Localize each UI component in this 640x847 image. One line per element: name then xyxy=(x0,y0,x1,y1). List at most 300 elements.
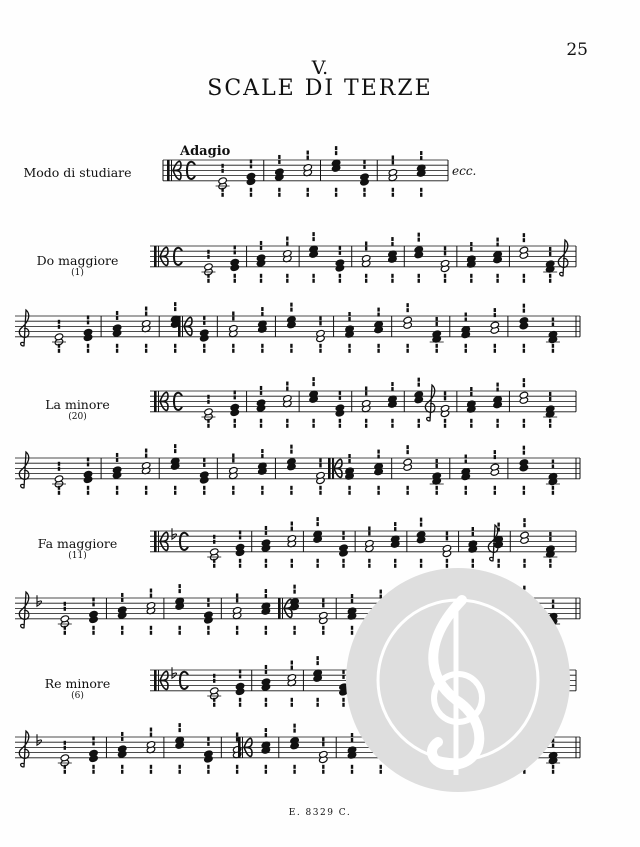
fingering-mark xyxy=(64,607,66,611)
fingering-mark xyxy=(307,151,309,155)
row-label-text: La minore xyxy=(45,397,110,412)
row-label-text: Fa maggiore xyxy=(37,536,118,551)
fingering-mark xyxy=(549,274,551,278)
fingering-mark xyxy=(207,631,209,635)
fingering-mark xyxy=(552,349,554,353)
fingering-mark xyxy=(178,626,180,630)
fingering-mark xyxy=(316,517,318,521)
fingering-mark xyxy=(174,491,176,495)
fingering-mark xyxy=(150,770,152,774)
fingering-mark xyxy=(145,486,147,490)
fingering-mark xyxy=(549,392,551,396)
fingering-mark xyxy=(87,320,89,324)
fingering-mark xyxy=(418,279,420,283)
fingering-mark xyxy=(213,564,215,568)
fingering-mark xyxy=(391,419,393,423)
fingering-mark xyxy=(391,237,393,241)
fingering-mark xyxy=(64,765,66,769)
fingering-mark xyxy=(207,395,209,399)
fingering-mark xyxy=(234,279,236,283)
page-number: 25 xyxy=(566,40,588,60)
fingering-mark xyxy=(444,419,446,423)
fingering-mark xyxy=(368,531,370,535)
fingering-mark xyxy=(87,462,89,466)
fingering-mark xyxy=(232,349,234,353)
fingering-mark xyxy=(444,391,446,395)
fingering-mark xyxy=(316,559,318,563)
fingering-mark xyxy=(307,156,309,160)
fingering-mark xyxy=(391,279,393,283)
fingering-mark xyxy=(418,238,420,242)
fingering-mark xyxy=(290,303,292,307)
fingering-mark xyxy=(239,530,241,534)
fingering-mark xyxy=(207,603,209,607)
fingering-mark xyxy=(290,445,292,449)
fingering-mark xyxy=(377,313,379,317)
fingering-mark xyxy=(418,274,420,278)
alto-clef xyxy=(278,598,281,619)
row-label-text: Re minore xyxy=(44,676,111,691)
fingering-mark xyxy=(312,382,314,386)
fingering-mark xyxy=(145,344,147,348)
fingering-mark xyxy=(150,631,152,635)
fingering-mark xyxy=(523,344,525,348)
fingering-mark xyxy=(523,378,525,382)
flat-sign xyxy=(172,528,177,539)
fingering-mark xyxy=(392,193,394,197)
fingering-mark xyxy=(286,242,288,246)
fingering-mark xyxy=(377,486,379,490)
fingering-mark xyxy=(207,419,209,423)
fingering-mark xyxy=(145,449,147,453)
fingering-mark xyxy=(316,698,318,702)
fingering-mark xyxy=(250,159,252,163)
fingering-mark xyxy=(207,765,209,769)
fingering-mark xyxy=(465,318,467,322)
fingering-mark xyxy=(523,383,525,387)
fingering-mark xyxy=(207,742,209,746)
fingering-mark xyxy=(322,765,324,769)
fingering-mark xyxy=(496,279,498,283)
fingering-mark xyxy=(64,770,66,774)
fingering-mark xyxy=(470,419,472,423)
fingering-mark xyxy=(342,531,344,535)
fingering-mark xyxy=(392,188,394,192)
fingering-mark xyxy=(420,151,422,155)
fingering-mark xyxy=(312,279,314,283)
fingering-mark xyxy=(494,349,496,353)
fingering-mark xyxy=(523,451,525,455)
fingering-mark xyxy=(221,169,223,173)
fingering-mark xyxy=(335,151,337,155)
fingering-mark xyxy=(552,464,554,468)
fingering-mark xyxy=(319,316,321,320)
fingering-mark xyxy=(549,419,551,423)
fingering-mark xyxy=(265,594,267,598)
fingering-mark xyxy=(207,626,209,630)
row-label-ref: (6) xyxy=(71,691,84,701)
fingering-mark xyxy=(221,164,223,168)
fingering-mark xyxy=(207,250,209,254)
fingering-mark xyxy=(348,344,350,348)
fingering-mark xyxy=(316,661,318,665)
fingering-mark xyxy=(496,424,498,428)
fingering-mark xyxy=(494,313,496,317)
fingering-mark xyxy=(392,155,394,159)
fingering-mark xyxy=(312,232,314,236)
fingering-mark xyxy=(265,728,267,732)
fingering-mark xyxy=(322,626,324,630)
flat-sign xyxy=(37,734,42,745)
treble-clef xyxy=(558,240,568,276)
fingering-mark xyxy=(121,770,123,774)
fingering-mark xyxy=(290,308,292,312)
fingering-mark xyxy=(316,656,318,660)
fingering-mark xyxy=(92,597,94,601)
fingering-mark xyxy=(391,424,393,428)
fingering-mark xyxy=(293,765,295,769)
fingering-mark xyxy=(278,188,280,192)
fingering-mark xyxy=(260,241,262,245)
fingering-mark xyxy=(335,193,337,197)
fingering-mark xyxy=(116,311,118,315)
fingering-mark xyxy=(365,279,367,283)
fingering-mark xyxy=(496,274,498,278)
fingering-mark xyxy=(319,344,321,348)
fingering-mark xyxy=(291,703,293,707)
fingering-mark xyxy=(523,486,525,490)
fingering-mark xyxy=(363,188,365,192)
fingering-mark xyxy=(213,703,215,707)
fingering-mark xyxy=(319,463,321,467)
alto-clef xyxy=(158,246,159,267)
fingering-mark xyxy=(339,396,341,400)
fingering-mark xyxy=(250,193,252,197)
alto-clef xyxy=(154,531,157,552)
fingering-mark xyxy=(121,737,123,741)
fingering-mark xyxy=(236,732,238,736)
fingering-mark xyxy=(465,455,467,459)
fingering-mark xyxy=(92,626,94,630)
fingering-mark xyxy=(552,459,554,463)
fingering-mark xyxy=(552,317,554,321)
fingering-mark xyxy=(494,308,496,312)
fingering-mark xyxy=(552,322,554,326)
fingering-mark xyxy=(286,419,288,423)
fingering-mark xyxy=(365,419,367,423)
fingering-mark xyxy=(145,454,147,458)
fingering-mark xyxy=(207,598,209,602)
fingering-mark xyxy=(465,460,467,464)
fingering-mark xyxy=(291,559,293,563)
fingering-mark xyxy=(549,532,551,536)
fingering-mark xyxy=(293,724,295,728)
fingering-mark xyxy=(523,274,525,278)
fingering-mark xyxy=(307,193,309,197)
fingering-mark xyxy=(265,665,267,669)
alto-clef xyxy=(178,316,181,337)
fingering-mark xyxy=(377,349,379,353)
fingering-mark xyxy=(207,424,209,428)
alto-clef xyxy=(182,316,183,337)
fingering-mark xyxy=(406,308,408,312)
alto-clef xyxy=(158,670,159,691)
alto-clef xyxy=(171,160,172,181)
fingering-mark xyxy=(290,349,292,353)
fingering-mark xyxy=(174,344,176,348)
fingering-mark xyxy=(523,424,525,428)
fingering-mark xyxy=(239,564,241,568)
fingering-mark xyxy=(150,765,152,769)
fingering-mark xyxy=(265,770,267,774)
fingering-mark xyxy=(232,491,234,495)
fingering-mark xyxy=(418,424,420,428)
fingering-mark xyxy=(406,349,408,353)
fingering-mark xyxy=(472,532,474,536)
fingering-mark xyxy=(339,251,341,255)
fingering-mark xyxy=(178,728,180,732)
fingering-mark xyxy=(420,518,422,522)
fingering-mark xyxy=(494,486,496,490)
fingering-mark xyxy=(278,193,280,197)
fingering-mark xyxy=(496,388,498,392)
fingering-mark xyxy=(174,486,176,490)
fingering-mark xyxy=(174,349,176,353)
fingering-mark xyxy=(293,729,295,733)
fingering-mark xyxy=(549,279,551,283)
fingering-mark xyxy=(221,188,223,192)
fingering-mark xyxy=(406,486,408,490)
fingering-mark xyxy=(436,349,438,353)
fingering-mark xyxy=(207,737,209,741)
fingering-mark xyxy=(312,237,314,241)
fingering-mark xyxy=(265,526,267,530)
fingering-mark xyxy=(260,386,262,390)
fingering-mark xyxy=(236,765,238,769)
fingering-mark xyxy=(348,459,350,463)
fingering-mark xyxy=(494,491,496,495)
fingering-mark xyxy=(213,559,215,563)
treble-clef xyxy=(425,385,435,421)
row-label-text: Do maggiore xyxy=(36,253,119,268)
fingering-mark xyxy=(444,279,446,283)
fingering-mark xyxy=(322,737,324,741)
fingering-mark xyxy=(365,424,367,428)
fingering-mark xyxy=(377,308,379,312)
fingering-mark xyxy=(239,674,241,678)
fingering-mark xyxy=(213,674,215,678)
fingering-mark xyxy=(470,242,472,246)
fingering-mark xyxy=(406,303,408,307)
fingering-mark xyxy=(64,626,66,630)
fingering-mark xyxy=(293,585,295,589)
fingering-mark xyxy=(523,233,525,237)
fingering-mark xyxy=(178,584,180,588)
fingering-mark xyxy=(436,464,438,468)
plate-number: E. 8329 C. xyxy=(288,808,352,818)
fingering-mark xyxy=(406,445,408,449)
fingering-mark xyxy=(496,419,498,423)
fingering-mark xyxy=(363,165,365,169)
fingering-mark xyxy=(58,349,60,353)
fingering-mark xyxy=(178,589,180,593)
fingering-mark xyxy=(322,770,324,774)
fingering-mark xyxy=(470,274,472,278)
fingering-mark xyxy=(265,703,267,707)
fingering-mark xyxy=(322,631,324,635)
fingering-mark xyxy=(265,631,267,635)
alto-clef xyxy=(154,391,157,412)
fingering-mark xyxy=(549,537,551,541)
fingering-mark xyxy=(121,598,123,602)
fingering-mark xyxy=(293,626,295,630)
fingering-mark xyxy=(87,486,89,490)
fingering-mark xyxy=(523,309,525,313)
fingering-mark xyxy=(203,344,205,348)
fingering-mark xyxy=(523,304,525,308)
fingering-mark xyxy=(150,626,152,630)
fingering-mark xyxy=(207,279,209,283)
treble-clef xyxy=(19,452,29,488)
fingering-mark xyxy=(339,274,341,278)
fingering-mark xyxy=(312,377,314,381)
fingering-mark xyxy=(286,279,288,283)
fingering-mark xyxy=(236,631,238,635)
fingering-mark xyxy=(232,486,234,490)
fingering-mark xyxy=(261,349,263,353)
fingering-mark xyxy=(58,344,60,348)
fingering-mark xyxy=(234,424,236,428)
fingering-mark xyxy=(260,246,262,250)
fingering-mark xyxy=(203,349,205,353)
fingering-mark xyxy=(312,419,314,423)
fingering-mark xyxy=(291,661,293,665)
fingering-mark xyxy=(335,146,337,150)
fingering-mark xyxy=(436,486,438,490)
fingering-mark xyxy=(87,491,89,495)
fingering-mark xyxy=(265,531,267,535)
fingering-mark xyxy=(348,486,350,490)
fingering-mark xyxy=(265,589,267,593)
fingering-mark xyxy=(549,252,551,256)
fingering-mark xyxy=(365,386,367,390)
fingering-mark xyxy=(523,419,525,423)
fingering-mark xyxy=(339,279,341,283)
fingering-mark xyxy=(150,728,152,732)
fingering-mark xyxy=(116,344,118,348)
fingering-mark xyxy=(470,392,472,396)
fingering-mark xyxy=(470,387,472,391)
fingering-mark xyxy=(470,424,472,428)
fingering-mark xyxy=(232,453,234,457)
fingering-mark xyxy=(87,457,89,461)
fingering-mark xyxy=(339,391,341,395)
fingering-mark xyxy=(58,462,60,466)
fingering-mark xyxy=(203,463,205,467)
fingering-mark xyxy=(213,698,215,702)
fingering-mark xyxy=(436,491,438,495)
fingering-mark xyxy=(316,564,318,568)
fingering-mark xyxy=(377,491,379,495)
fingering-mark xyxy=(394,527,396,531)
fingering-mark xyxy=(116,453,118,457)
alto-clef xyxy=(242,737,243,758)
fingering-mark xyxy=(444,251,446,255)
fingering-mark xyxy=(290,491,292,495)
fingering-mark xyxy=(286,387,288,391)
fingering-mark xyxy=(497,523,499,527)
fingering-mark xyxy=(92,736,94,740)
fingering-mark xyxy=(363,193,365,197)
fingering-mark xyxy=(265,564,267,568)
row-label-ref: (11) xyxy=(68,551,87,561)
fingering-mark xyxy=(496,383,498,387)
fingering-mark xyxy=(174,307,176,311)
fingering-mark xyxy=(116,316,118,320)
fingering-mark xyxy=(145,349,147,353)
fingering-mark xyxy=(286,274,288,278)
fingering-mark xyxy=(444,246,446,250)
section-number: V. xyxy=(311,57,329,79)
fingering-mark xyxy=(436,459,438,463)
fingering-mark xyxy=(207,400,209,404)
alto-clef xyxy=(154,670,157,691)
fingering-mark xyxy=(377,344,379,348)
fingering-mark xyxy=(348,317,350,321)
fingering-mark xyxy=(236,737,238,741)
treble-clef xyxy=(19,310,29,346)
row-label-ref: (20) xyxy=(68,412,87,422)
fingering-mark xyxy=(470,279,472,283)
fingering-mark xyxy=(58,467,60,471)
fingering-mark xyxy=(178,770,180,774)
fingering-mark xyxy=(121,732,123,736)
fingering-mark xyxy=(365,246,367,250)
fingering-mark xyxy=(549,424,551,428)
alto-clef xyxy=(282,598,283,619)
fingering-mark xyxy=(239,698,241,702)
fingering-mark xyxy=(58,320,60,324)
fingering-mark xyxy=(150,733,152,737)
alto-clef xyxy=(154,246,157,267)
fingering-mark xyxy=(234,390,236,394)
fingering-mark xyxy=(203,491,205,495)
fingering-mark xyxy=(436,322,438,326)
fingering-mark xyxy=(549,397,551,401)
fingering-mark xyxy=(213,535,215,539)
fingering-mark xyxy=(221,193,223,197)
fingering-mark xyxy=(406,491,408,495)
fingering-mark xyxy=(260,419,262,423)
fingering-mark xyxy=(496,243,498,247)
fingering-mark xyxy=(446,531,448,535)
fingering-mark xyxy=(465,344,467,348)
fingering-mark xyxy=(239,535,241,539)
fingering-mark xyxy=(291,666,293,670)
fingering-mark xyxy=(391,274,393,278)
fingering-mark xyxy=(319,491,321,495)
fingering-mark xyxy=(339,419,341,423)
alto-clef xyxy=(332,458,333,479)
fingering-mark xyxy=(236,598,238,602)
fingering-mark xyxy=(363,160,365,164)
fingering-mark xyxy=(207,770,209,774)
fingering-mark xyxy=(121,765,123,769)
fingering-mark xyxy=(87,349,89,353)
fingering-mark xyxy=(121,631,123,635)
fingering-mark xyxy=(203,316,205,320)
fingering-mark xyxy=(232,316,234,320)
